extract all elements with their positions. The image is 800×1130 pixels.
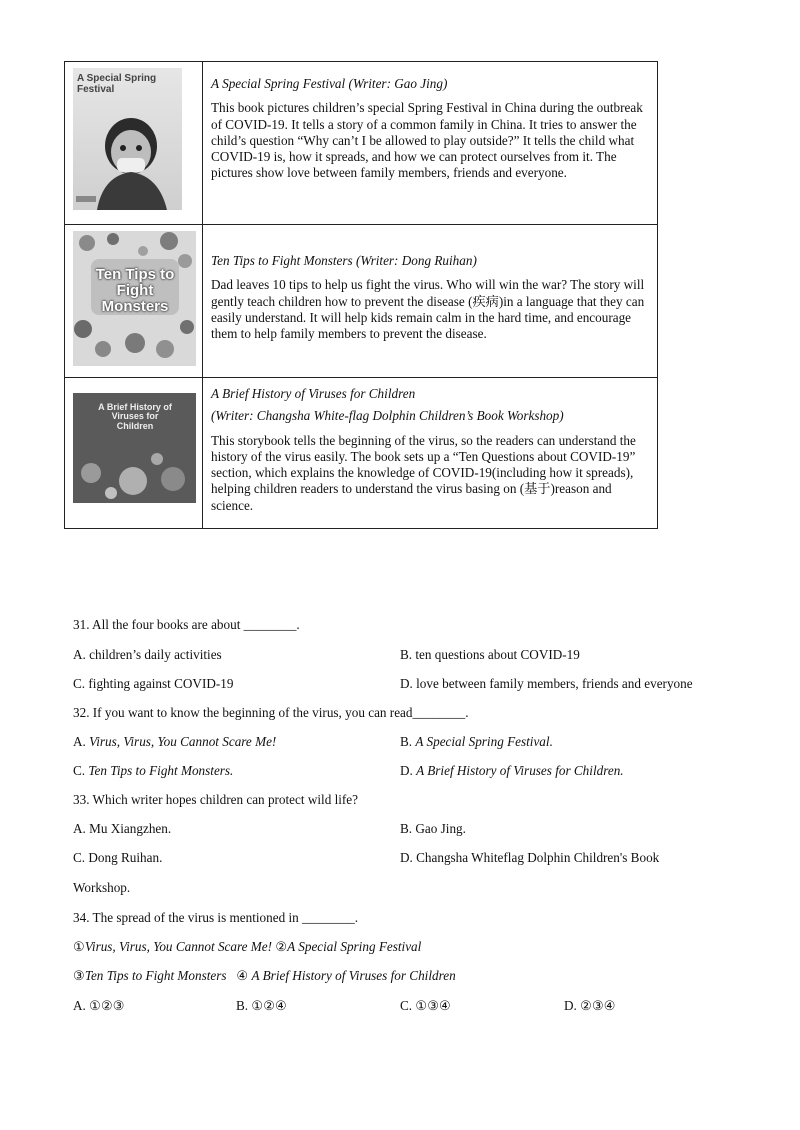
q34-item-3: Ten Tips to Fight Monsters (84, 968, 227, 983)
book-description-3: This storybook tells the beginning of the virus, so the readers can understand the history of the virus easily. The book sets up a “Ten Questions about COVID-19” section, which explains the knowledge of COVID-19(including how it spreads), helping children readers to understand the virus basing on (基于)reason and science. (211, 432, 636, 513)
q33-option-d[interactable]: D. Changsha Whiteflag Dolphin Children's Book (400, 850, 660, 865)
q34-option-b[interactable]: B. ①②④ (236, 998, 287, 1013)
q34-list-line-2 (73, 968, 456, 984)
q31-option-b[interactable]: B. ten questions about COVID-19 (400, 647, 580, 662)
book-row-3 (65, 377, 657, 528)
q33-option-d-continued: Workshop. (73, 880, 131, 895)
q34-marker-3: ③ (73, 968, 85, 983)
cover-a-special-spring-festival (73, 68, 182, 210)
q32-option-a-letter: A. (73, 734, 86, 749)
q32-option-d-letter: D. (400, 763, 413, 778)
child-figure-illustration (73, 68, 182, 210)
q32-option-a[interactable] (73, 734, 276, 750)
book-title-2: Ten Tips to Fight Monsters (Writer: Dong Ruihan) (211, 253, 477, 268)
q32-option-b[interactable] (400, 734, 553, 750)
question-34-stem: 34. The spread of the virus is mentioned in ________. (73, 910, 359, 925)
cover-cell-2 (65, 225, 203, 377)
question-31-stem: 31. All the four books are about ________. (73, 617, 300, 632)
q34-item-4: A Brief History of Viruses for Children (251, 968, 456, 983)
q34-marker-1: ① (73, 939, 85, 954)
q31-option-a[interactable]: A. children’s daily activities (73, 647, 222, 662)
book-title-3: A Brief History of Viruses for Children (211, 386, 416, 401)
q34-marker-4: ④ (226, 968, 252, 983)
cover-title-3: A Brief History of Viruses for Children (98, 402, 172, 431)
book-row-1 (65, 62, 657, 224)
q32-option-c-text: Ten Tips to Fight Monsters. (88, 763, 234, 778)
q32-option-c-letter: C. (73, 763, 86, 778)
book-title-1: A Special Spring Festival (Writer: Gao Jing) (211, 76, 448, 91)
cover-cell-1 (65, 62, 203, 224)
book-description-1: This book pictures children’s special Spring Festival in China during the outbreak of COVID-19. It tells a story of a common family in China. It tries to answer the child’s question “Why can’t I be allowed to play outside?” It tells the child what COVID-19 is, how it spreads, and how we can protect ourselves from it. The pictures show love between family members, friends and everyone. (211, 100, 643, 181)
question-33-stem: 33. Which writer hopes children can protect wild life? (73, 792, 359, 807)
q34-item-1: Virus, Virus, You Cannot Scare Me! (84, 939, 273, 954)
question-32-stem: 32. If you want to know the beginning of the virus, you can read________. (73, 705, 469, 720)
book-writer-3: (Writer: Changsha White-flag Dolphin Children’s Book Workshop) (211, 408, 564, 424)
book-row-2 (65, 224, 657, 377)
q34-marker-2: ② (272, 939, 288, 954)
book-text-3 (203, 378, 657, 528)
cover-ten-tips-to-fight-monsters (73, 231, 196, 366)
q32-option-a-text: Virus, Virus, You Cannot Scare Me! (89, 734, 277, 749)
q34-option-d[interactable]: D. ②③④ (564, 998, 616, 1013)
cover-title-2: Ten Tips to Fight Monsters (95, 266, 175, 315)
q34-option-c[interactable]: C. ①③④ (400, 998, 451, 1013)
cover-title-1: A Special Spring Festival (77, 73, 157, 95)
book-text-1 (203, 62, 657, 224)
q31-option-d[interactable]: D. love between family members, friends and everyone (400, 676, 693, 691)
cover-brief-history-of-viruses (73, 393, 196, 503)
q34-list-line-1 (73, 939, 421, 955)
q32-option-d[interactable] (400, 763, 624, 779)
q34-item-2: A Special Spring Festival (287, 939, 422, 954)
book-text-2 (203, 225, 657, 377)
cover-cell-3 (65, 378, 203, 528)
q33-option-a[interactable]: A. Mu Xiangzhen. (73, 821, 172, 836)
book-description-2: Dad leaves 10 tips to help us fight the virus. Who will win the war? The story will gently teach children how to prevent the disease (疾病)in a language that they can easily understand. It will help kids remain calm in the hard time, and encourage them to help family members to prevent the disease. (211, 277, 645, 342)
q33-option-c[interactable]: C. Dong Ruihan. (73, 850, 163, 865)
q32-option-b-text: A Special Spring Festival. (415, 734, 553, 749)
book-table (64, 61, 658, 529)
q33-option-b[interactable]: B. Gao Jing. (400, 821, 466, 836)
q32-option-b-letter: B. (400, 734, 413, 749)
q34-option-a[interactable]: A. ①②③ (73, 998, 125, 1013)
q32-option-d-text: A Brief History of Viruses for Children. (416, 763, 624, 778)
q31-option-c[interactable]: C. fighting against COVID-19 (73, 676, 234, 691)
q32-option-c[interactable] (73, 763, 233, 779)
